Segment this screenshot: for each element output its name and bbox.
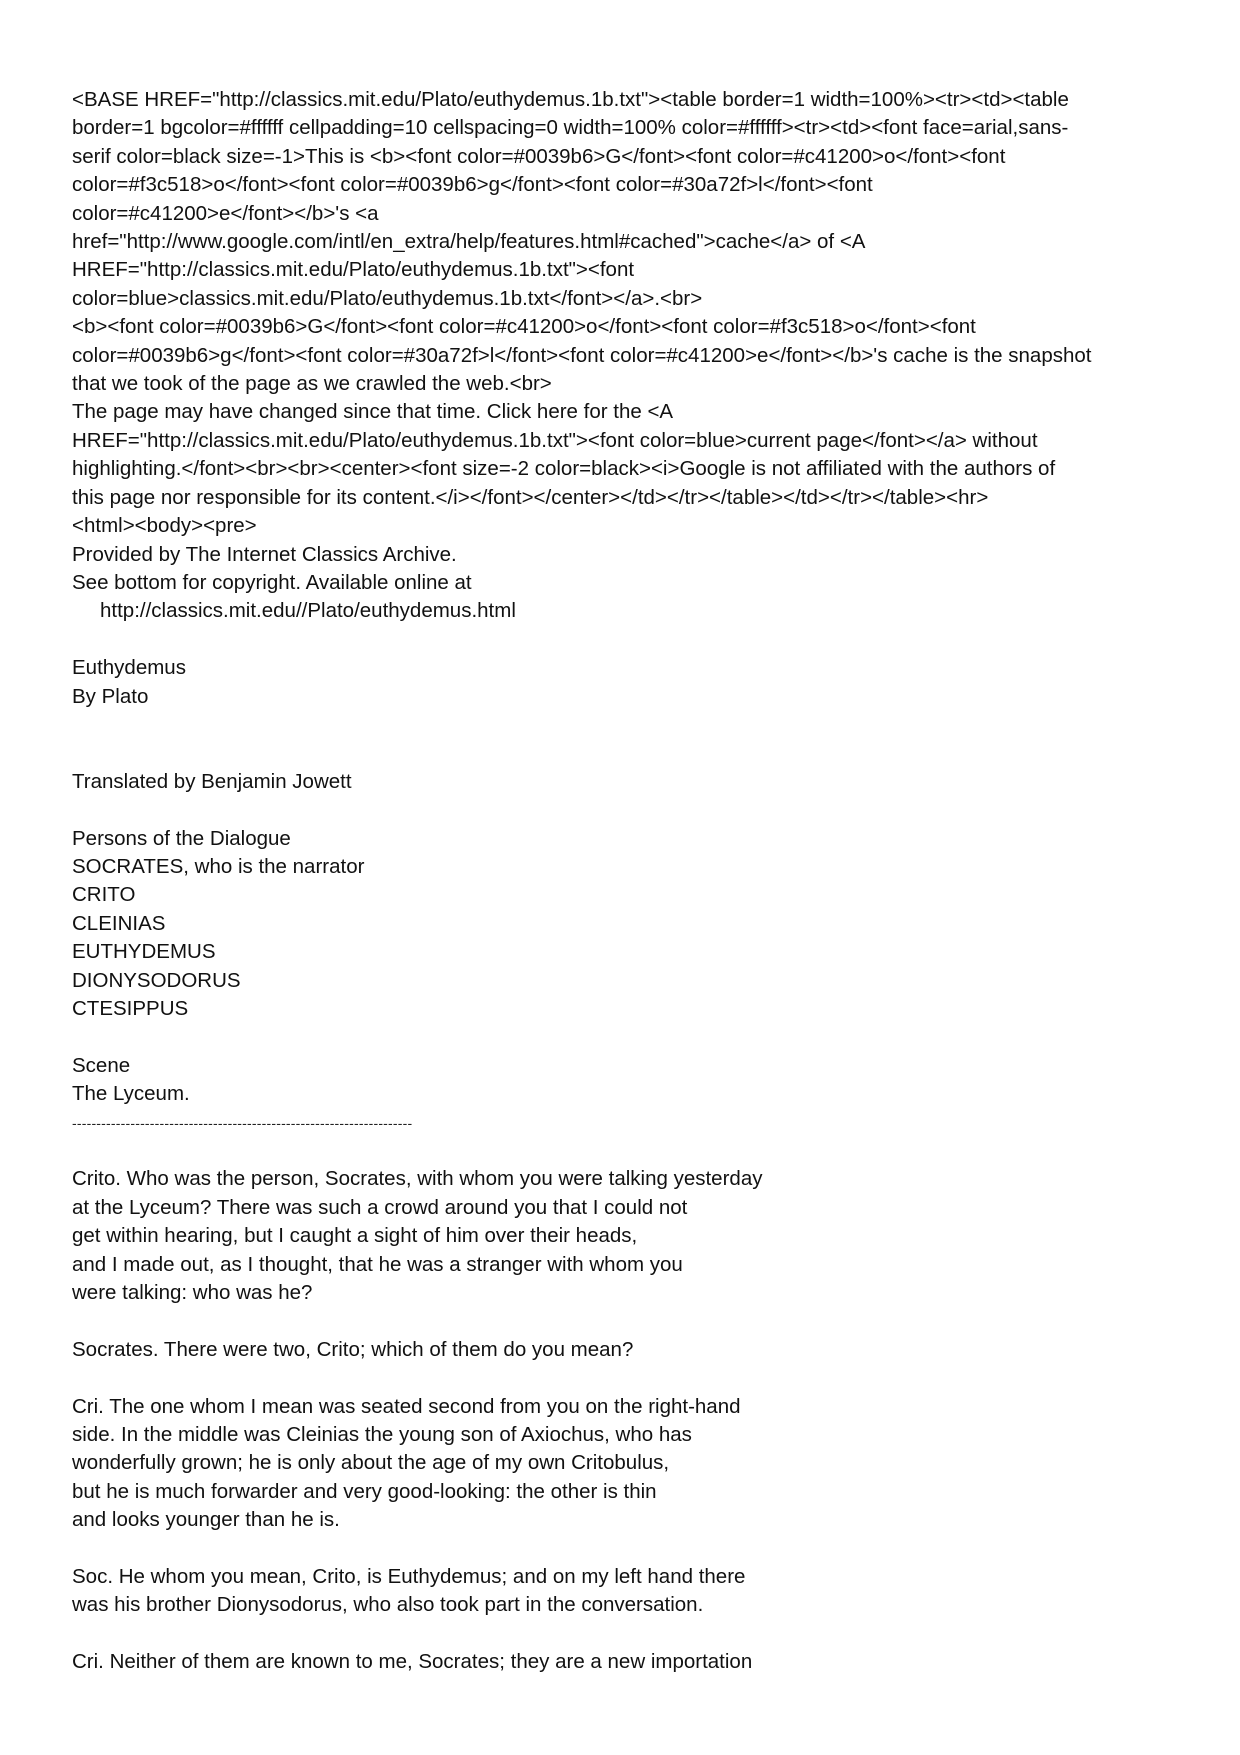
translator: Translated by Benjamin Jowett [72,769,352,793]
dialogue-line: get within hearing, but I caught a sight of him over their heads, [72,1224,638,1248]
dialogue-paragraph [72,1648,1182,1676]
copyright-note: See bottom for copyright. Available online at [72,570,472,594]
spacer [72,1620,1182,1648]
cache-header-text [72,86,1182,541]
dialogue-line: Crito. Who was the person, Socrates, with whom you were talking yesterday [72,1167,763,1191]
dialogue-line: and looks younger than he is. [72,1508,340,1532]
header-line: <b><font color=#0039b6>G</font><font color=#c41200>o</font><font color=#f3c518>o</font><font [72,315,976,339]
persons-heading: Persons of the Dialogue [72,826,291,850]
header-line: highlighting.</font><br><br><center><font size=-2 color=black><i>Google is not affiliated with the authors of [72,457,1056,481]
source-url: http://classics.mit.edu//Plato/euthydemus.html [100,599,516,623]
dialogue-line: but he is much forwarder and very good-looking: the other is thin [72,1479,657,1503]
header-line: color=#0039b6>g</font><font color=#30a72f>l</font><font color=#c41200>e</font></b>'s cache is the snapshot [72,343,1092,367]
dialogue-line: Soc. He whom you mean, Crito, is Euthydemus; and on my left hand there [72,1564,746,1588]
persons-list [72,825,1182,1024]
header-line: this page nor responsible for its content.</i></font></center></td></tr></table></td></tr></table><hr> [72,485,989,509]
header-line: serif color=black size=-1>This is <b><font color=#0039b6>G</font><font color=#c41200>o</font><font [72,144,1006,168]
dialogue-line: side. In the middle was Cleinias the young son of Axiochus, who has [72,1422,692,1446]
document-page [72,86,1182,1677]
dialogue-line: at the Lyceum? There was such a crowd around you that I could not [72,1195,688,1219]
dialogue-paragraph [72,1336,1182,1364]
header-line: href="http://www.google.com/intl/en_extra/help/features.html#cached">cache</a> of <A [72,230,866,254]
spacer [72,1137,1182,1165]
header-line: color=blue>classics.mit.edu/Plato/euthydemus.1b.txt</font></a>.<br> [72,286,703,310]
header-line: color=#c41200>e</font></b>'s <a [72,201,379,225]
work-title: Euthydemus [72,656,186,680]
header-line: HREF="http://classics.mit.edu/Plato/euthydemus.1b.txt"><font [72,258,635,282]
person-item: DIONYSODORUS [72,968,241,992]
dialogue-paragraph [72,1165,1182,1307]
dialogue-line: Cri. Neither of them are known to me, Socrates; they are a new importation [72,1650,753,1674]
dialogue-paragraph [72,1393,1182,1535]
dialogue-line: was his brother Dionysodorus, who also took part in the conversation. [72,1593,704,1617]
person-item: SOCRATES, who is the narrator [72,854,365,878]
dialogue-line: Socrates. There were two, Crito; which of them do you mean? [72,1337,634,1361]
header-line: border=1 bgcolor=#ffffff cellpadding=10 cellspacing=0 width=100% color=#ffffff><tr><td><font face=arial,sans- [72,116,1069,140]
provided-by: Provided by The Internet Classics Archive. [72,542,457,566]
spacer [72,1307,1182,1335]
scene-heading: Scene [72,1053,131,1077]
spacer [72,1535,1182,1563]
person-item: CLEINIAS [72,911,166,935]
header-line: <BASE HREF="http://classics.mit.edu/Plato/euthydemus.1b.txt"><table border=1 width=100%><tr><td><table [72,88,1069,111]
scene-place: The Lyceum. [72,1082,190,1106]
dialogue-line: and I made out, as I thought, that he was a stranger with whom you [72,1252,683,1276]
dialogue [72,1165,1182,1676]
header-line: <html><body><pre> [72,514,257,538]
work-author: By Plato [72,684,149,708]
person-item: EUTHYDEMUS [72,940,216,964]
dialogue-paragraph [72,1563,1182,1620]
dialogue-line: wonderfully grown; he is only about the age of my own Critobulus, [72,1451,670,1475]
spacer [72,711,1182,739]
spacer [72,626,1182,654]
spacer [72,739,1182,767]
scene-block [72,1052,1182,1109]
spacer [72,1023,1182,1051]
header-line: The page may have changed since that time. Click here for the <A [72,400,674,424]
header-line: HREF="http://classics.mit.edu/Plato/euthydemus.1b.txt"><font color=blue>current page</font></a> without [72,428,1038,452]
person-item: CRITO [72,883,136,907]
intro-block [72,541,1182,626]
dialogue-line: Cri. The one whom I mean was seated second from you on the right-hand [72,1394,741,1418]
dialogue-line: were talking: who was he? [72,1280,313,1304]
spacer [72,796,1182,824]
header-line: that we took of the page as we crawled the web.<br> [72,372,552,396]
separator-line: ---------------------------------------------------------------------- [72,1114,413,1131]
header-line: color=#f3c518>o</font><font color=#0039b6>g</font><font color=#30a72f>l</font><font [72,173,873,197]
person-item: CTESIPPUS [72,996,189,1020]
spacer [72,1364,1182,1392]
